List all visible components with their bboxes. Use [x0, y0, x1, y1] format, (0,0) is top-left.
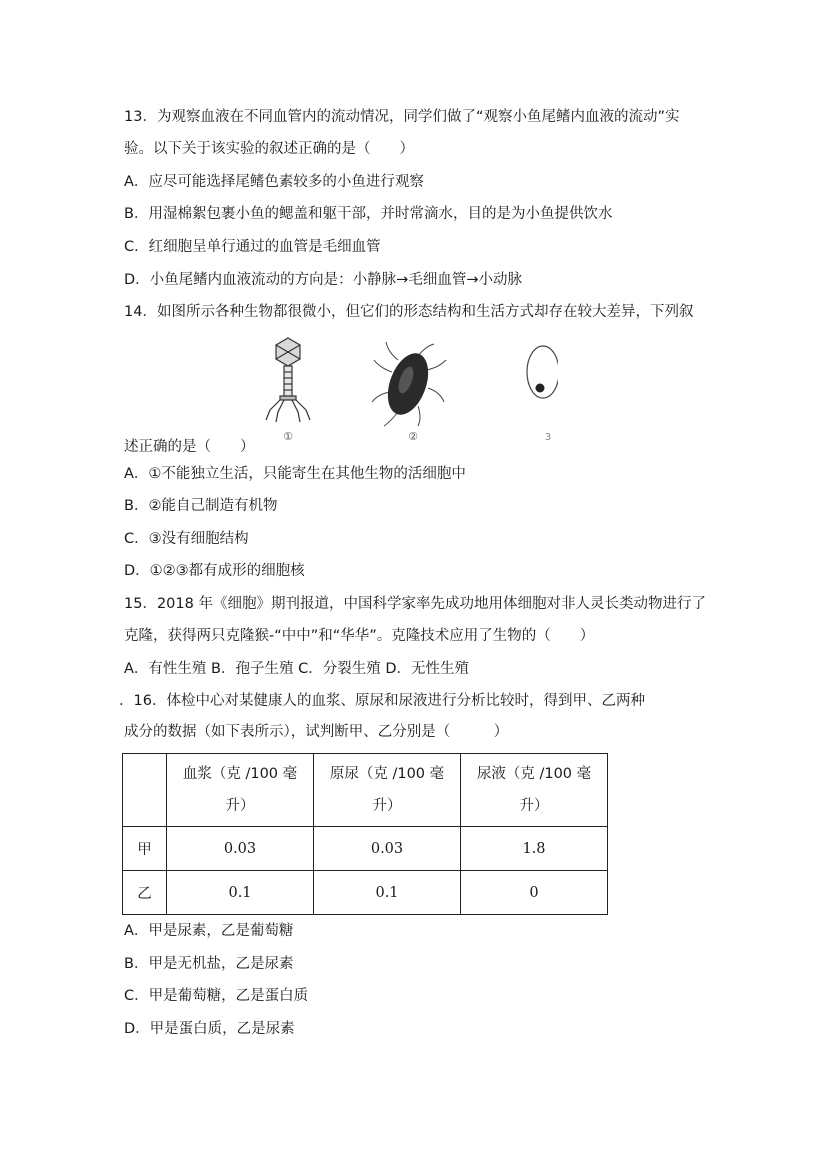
row-label-jia: 甲 — [123, 827, 167, 871]
yeast-cell-image — [527, 346, 558, 398]
cell-jia-urine: 1.8 — [461, 827, 608, 871]
q13-stem-line-1: 13．为观察血液在不同血管内的流动情况，同学们做了“观察小鱼尾鳍内血液的流动”实 — [124, 109, 680, 125]
q16-option-b: B．甲是无机盐，乙是尿素 — [124, 956, 294, 972]
figure-label-1: ① — [283, 430, 293, 443]
q15-options: A．有性生殖 B．孢子生殖 C．分裂生殖 D．无性生殖 — [124, 661, 469, 677]
header-plasma-line-1: 血浆（克 /100 毫 — [182, 766, 298, 782]
header-primary-urine-line-1: 原尿（克 /100 毫 — [329, 766, 445, 782]
table-header-row — [123, 754, 608, 827]
figure-label-2: ② — [408, 430, 418, 443]
q13-option-d: D．小鱼尾鳍内血液流动的方向是：小静脉→毛细血管→小动脉 — [124, 272, 522, 288]
row-label-yi: 乙 — [123, 871, 167, 915]
q14-organism-figure — [258, 330, 558, 448]
q14-option-a: A．①不能独立生活，只能寄生在其他生物的活细胞中 — [124, 466, 466, 482]
header-urine-line-1: 尿液（克 /100 毫 — [476, 766, 592, 782]
table-header-plasma — [167, 754, 314, 827]
q14-option-c: C．③没有细胞结构 — [124, 531, 249, 547]
bacteriophage-image — [266, 338, 310, 422]
q16-option-c: C．甲是葡萄糖，乙是蛋白质 — [124, 988, 309, 1004]
q13-option-a: A．应尽可能选择尾鳍色素较多的小鱼进行观察 — [124, 174, 424, 190]
header-plasma-line-2: 升） — [225, 798, 255, 814]
q13-stem-line-2: 验。以下关于该实验的叙述正确的是（ ） — [124, 141, 414, 157]
q14-stem-line-2: 述正确的是（ ） — [124, 439, 255, 455]
q14-option-d: D．①②③都有成形的细胞核 — [124, 563, 305, 579]
q16-option-a: A．甲是尿素，乙是葡萄糖 — [124, 923, 294, 939]
q16-data-table — [122, 753, 608, 915]
table-row — [123, 827, 608, 871]
cell-yi-primary-urine: 0.1 — [314, 871, 461, 915]
bacterium-image — [372, 342, 446, 426]
q14-option-b: B．②能自己制造有机物 — [124, 498, 278, 514]
q14-stem-line-1: 14．如图所示各种生物都很微小，但它们的形态结构和生活方式却存在较大差异，下列叙 — [124, 304, 694, 320]
cell-jia-plasma: 0.03 — [167, 827, 314, 871]
table-header-urine — [461, 754, 608, 827]
figure-label-3: 3 — [544, 432, 552, 443]
cell-yi-urine: 0 — [461, 871, 608, 915]
q16-option-d: D．甲是蛋白质，乙是尿素 — [124, 1021, 295, 1037]
q15-stem-line-2: 克隆，获得两只克隆猴-“中中”和“华华”。克隆技术应用了生物的（ ） — [124, 628, 595, 644]
q13-option-b: B．用湿棉絮包裹小鱼的鳃盖和躯干部，并时常滴水，目的是为小鱼提供饮水 — [124, 206, 613, 222]
header-primary-urine-line-2: 升） — [372, 798, 402, 814]
cell-jia-primary-urine: 0.03 — [314, 827, 461, 871]
q16-stem-line-2: 成分的数据（如下表所示），试判断甲、乙分别是（ ） — [124, 724, 509, 740]
q13-option-c: C．红细胞呈单行通过的血管是毛细血管 — [124, 239, 381, 255]
table-header-primary-urine — [314, 754, 461, 827]
q15-stem-line-1: 15．2018 年《细胞》期刊报道，中国科学家率先成功地用体细胞对非人灵长类动物进行了 — [124, 596, 706, 612]
q16-stem-line-1: ．16．体检中心对某健康人的血浆、原尿和尿液进行分析比较时，得到甲、乙两种 — [119, 693, 645, 709]
table-corner-cell — [123, 754, 167, 827]
header-urine-line-2: 升） — [519, 798, 549, 814]
table-row — [123, 871, 608, 915]
cell-yi-plasma: 0.1 — [167, 871, 314, 915]
